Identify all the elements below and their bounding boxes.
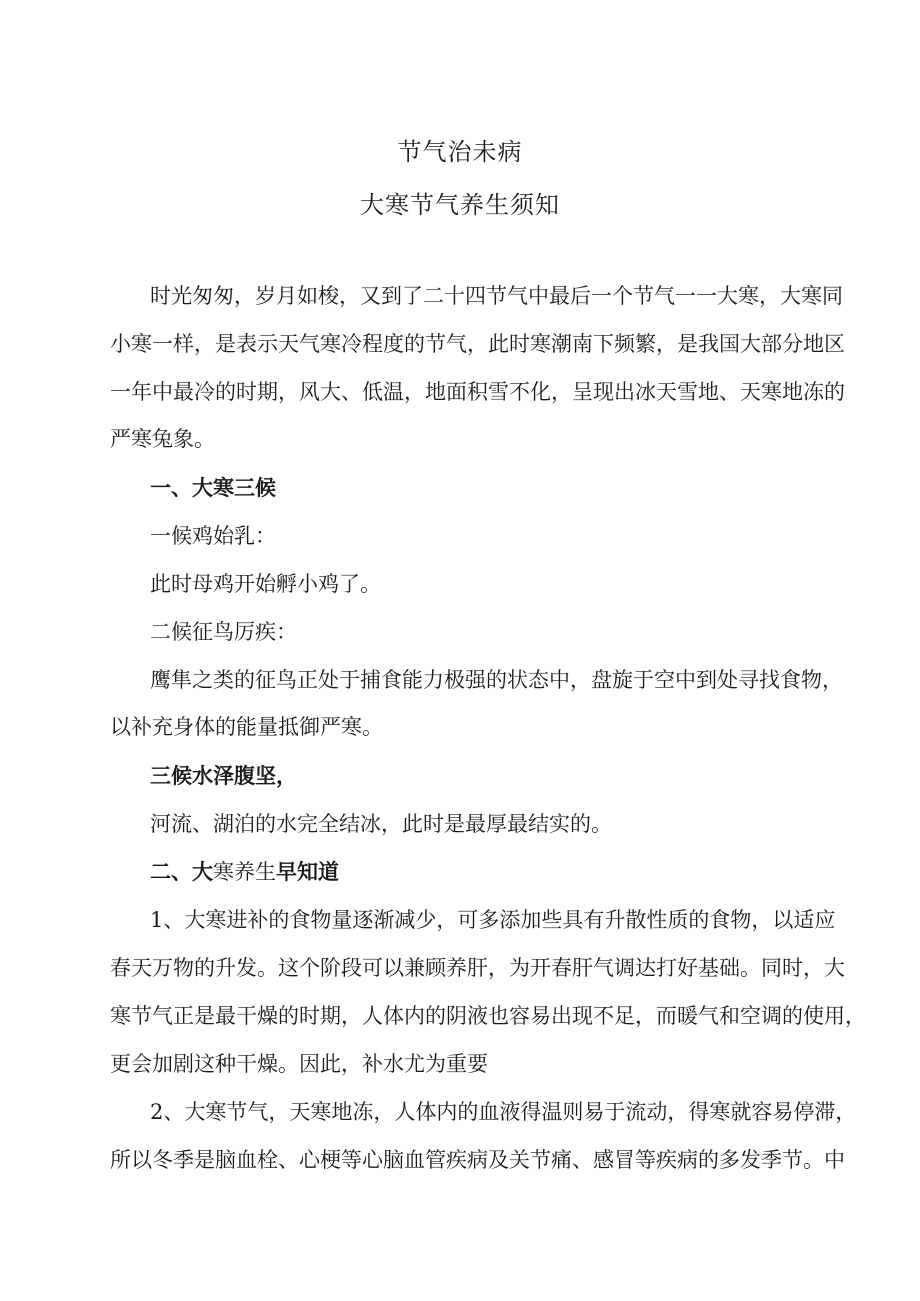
intro-line-2: 小寒一样，是表示天气寒冷程度的节气，此时寒潮南下频繁，是我国大部分地区 [110,332,845,356]
hou3-text: 河流、湖泊的水完全结冰，此时是最厚最结实的。 [150,812,612,836]
hou1-label: 一候鸡始乳： [150,524,276,548]
item2-line1: 2、大寒节气，天寒地冻，人体内的血液得温则易于流动，得寒就容易停滞， [150,1100,857,1124]
hou3-label: 三候水泽腹坚， [150,764,297,788]
section1-heading: 一、大寒三候 [150,476,276,500]
intro-line-4: 严寒兔象。 [110,427,215,451]
hou2-text-line2: 以补充身体的能量抵御严寒。 [110,715,383,739]
item1-line1: 1、大寒进补的食物量逐渐减少，可多添加些具有升散性质的食物，以适应 [150,908,836,932]
section2-heading [150,858,339,886]
item2-line2: 所以冬季是脑血栓、心梗等心脑血管疾病及关节痛、感冒等疾病的多发季节。中 [110,1148,845,1172]
intro-line-1: 时光匆匆，岁月如梭，又到了二十四节气中最后一个节气一一大寒，大寒同 [150,284,843,308]
section2-heading-part3: 早知道 [276,860,339,884]
hou1-text: 此时母鸡开始孵小鸡了。 [150,572,381,596]
item1-line2: 春天万物的升发。这个阶段可以兼顾养肝，为开春肝气调达打好基础。同时，大 [110,956,845,980]
item1-line3: 寒节气正是最干燥的时期，人体内的阴液也容易出现不足，而暖气和空调的使用， [110,1004,866,1028]
section2-heading-part2: 寒养生 [213,860,276,884]
hou2-text-line1: 鹰隼之类的征鸟正处于捕食能力极强的状态中，盘旋于空中到处寻找食物， [150,668,843,692]
intro-line-3: 一年中最冷的时期，风大、低温，地面积雪不化，呈现出冰天雪地、天寒地冻的 [110,380,845,404]
document-title-line1: 节气治未病 [397,138,523,166]
item1-line4: 更会加剧这种干燥。因此，补水尤为重要 [110,1052,488,1076]
hou2-label: 二候征鸟厉疾： [150,620,297,644]
document-title-line2: 大寒节气养生须知 [360,191,560,219]
section2-heading-part1: 二、大 [150,860,213,884]
